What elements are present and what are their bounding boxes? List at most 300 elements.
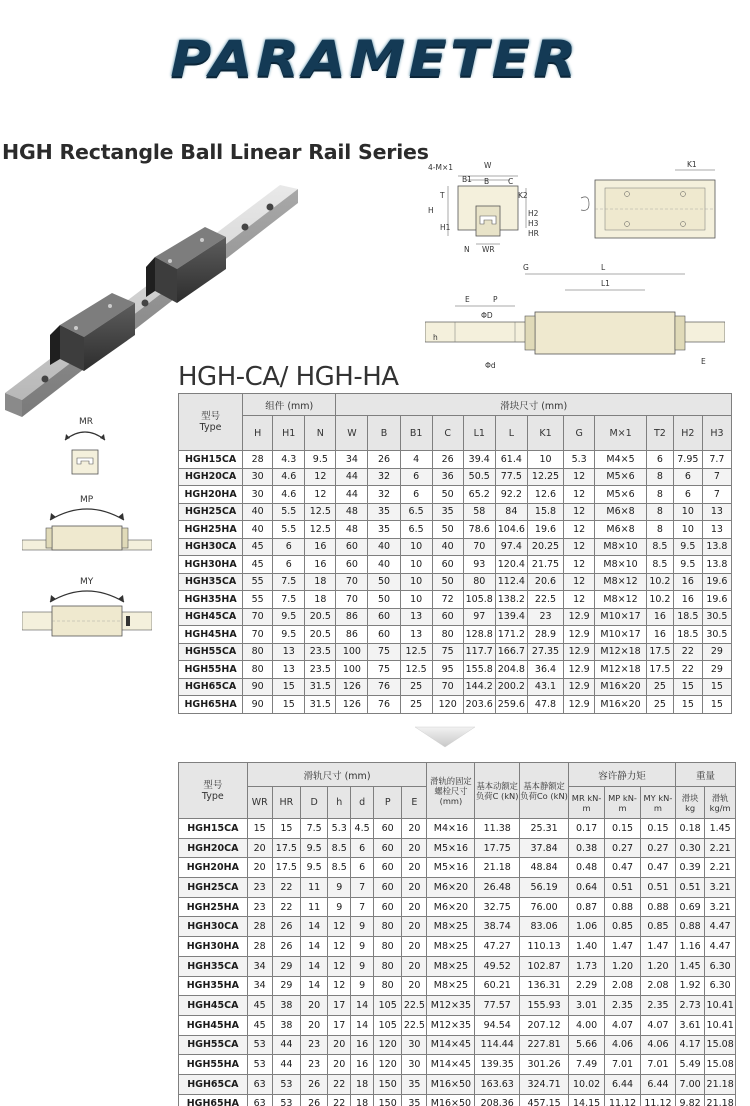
value-cell: 9 <box>328 878 351 898</box>
table-row <box>179 468 732 486</box>
model-type-cell: HGH30CA <box>179 917 248 937</box>
value-cell: 8.5 <box>328 858 351 878</box>
value-cell: 0.87 <box>569 897 605 917</box>
value-cell: 0.85 <box>605 917 641 937</box>
value-cell: 1.47 <box>641 937 676 957</box>
value-cell: 9.5 <box>673 556 702 574</box>
value-cell: 19.6 <box>527 521 563 539</box>
value-cell: 30.5 <box>702 608 731 626</box>
value-cell: 6 <box>273 556 305 574</box>
value-cell: 15 <box>702 678 731 696</box>
value-cell: 60 <box>432 556 463 574</box>
model-type-cell: HGH20HA <box>179 486 243 504</box>
model-type-cell: HGH65CA <box>179 678 243 696</box>
value-cell: 50 <box>368 573 400 591</box>
value-cell: 17 <box>328 1015 351 1035</box>
model-type-cell: HGH55CA <box>179 643 243 661</box>
value-cell: M6×20 <box>427 897 475 917</box>
moment-mr-label: MR <box>79 417 94 427</box>
value-cell: 1.06 <box>569 917 605 937</box>
value-cell: 22.5 <box>402 996 427 1016</box>
value-cell: 12.5 <box>305 503 336 521</box>
value-cell: 13 <box>702 503 731 521</box>
value-cell: 16 <box>351 1055 374 1075</box>
table-row <box>179 937 736 957</box>
value-cell: 120.4 <box>495 556 527 574</box>
value-cell: 0.27 <box>605 838 641 858</box>
value-cell: 15 <box>673 696 702 714</box>
value-cell: 20 <box>402 917 427 937</box>
value-cell: 23 <box>527 608 563 626</box>
value-cell: 20 <box>402 819 427 839</box>
value-cell: 20 <box>402 976 427 996</box>
value-cell: 76 <box>368 678 400 696</box>
value-cell: 14 <box>301 937 328 957</box>
dynamic-load-header: 基本动额定负荷C (kN) <box>475 763 520 819</box>
bolt-size-header: 滑轨的固定螺栓尺寸(mm) <box>427 763 475 819</box>
value-cell: 3.21 <box>705 897 736 917</box>
value-cell: 0.17 <box>569 819 605 839</box>
value-cell: 4.6 <box>273 486 305 504</box>
value-cell: 18 <box>305 591 336 609</box>
value-cell: 6 <box>646 451 673 469</box>
value-cell: 155.93 <box>520 996 569 1016</box>
value-cell: 7.01 <box>605 1055 641 1075</box>
model-type-cell: HGH65CA <box>179 1074 248 1094</box>
value-cell: 34 <box>336 451 368 469</box>
value-cell: 95 <box>432 661 463 679</box>
moment-my-label: MY <box>80 577 94 587</box>
value-cell: 102.87 <box>520 956 569 976</box>
column-header: D <box>301 787 328 819</box>
dim-label: K2 <box>518 191 528 200</box>
value-cell: 10.2 <box>646 573 673 591</box>
value-cell: 21.18 <box>705 1074 736 1094</box>
value-cell: 92.2 <box>495 486 527 504</box>
value-cell: 6.44 <box>641 1074 676 1094</box>
value-cell: 53 <box>272 1094 300 1106</box>
value-cell: 45 <box>243 556 273 574</box>
value-cell: 208.36 <box>475 1094 520 1106</box>
dim-label: H1 <box>440 223 451 232</box>
value-cell: 26 <box>368 451 400 469</box>
value-cell: 7 <box>702 486 731 504</box>
value-cell: M12×18 <box>595 643 647 661</box>
value-cell: 60 <box>374 819 402 839</box>
value-cell: 12 <box>328 976 351 996</box>
value-cell: 1.16 <box>675 937 704 957</box>
value-cell: 12 <box>564 468 595 486</box>
dim-label: WR <box>482 245 495 254</box>
value-cell: 35 <box>368 521 400 539</box>
value-cell: 70 <box>243 626 273 644</box>
value-cell: 32 <box>368 468 400 486</box>
value-cell: 120 <box>374 1055 402 1075</box>
model-type-cell: HGH65HA <box>179 696 243 714</box>
value-cell: 12 <box>564 521 595 539</box>
table-row <box>179 643 732 661</box>
value-cell: 22 <box>272 878 300 898</box>
component-group-header: 组件 (mm) <box>243 394 336 416</box>
value-cell: 128.8 <box>463 626 495 644</box>
value-cell: 80 <box>374 976 402 996</box>
column-header: MP kN-m <box>605 787 641 819</box>
value-cell: 31.5 <box>305 696 336 714</box>
value-cell: 15 <box>702 696 731 714</box>
value-cell: 12.5 <box>400 661 432 679</box>
value-cell: 0.69 <box>675 897 704 917</box>
value-cell: 28.9 <box>527 626 563 644</box>
value-cell: 0.30 <box>675 838 704 858</box>
value-cell: 2.35 <box>605 996 641 1016</box>
table-row <box>179 591 732 609</box>
model-type-cell: HGH30CA <box>179 538 243 556</box>
column-header: E <box>402 787 427 819</box>
value-cell: 20 <box>301 1015 328 1035</box>
moment-group-header: 容许静力矩 <box>569 763 676 787</box>
value-cell: 1.20 <box>641 956 676 976</box>
value-cell: 0.88 <box>641 897 676 917</box>
value-cell: 8 <box>646 468 673 486</box>
value-cell: 70 <box>463 538 495 556</box>
value-cell: 14 <box>301 917 328 937</box>
value-cell: 114.44 <box>475 1035 520 1055</box>
value-cell: 1.92 <box>675 976 704 996</box>
value-cell: 17.75 <box>475 838 520 858</box>
value-cell: 4.17 <box>675 1035 704 1055</box>
moment-mr-diagram <box>55 412 115 482</box>
value-cell: 45 <box>247 996 272 1016</box>
value-cell: 203.6 <box>463 696 495 714</box>
value-cell: 12.9 <box>564 661 595 679</box>
value-cell: 30 <box>402 1035 427 1055</box>
value-cell: 5.5 <box>273 521 305 539</box>
value-cell: M12×18 <box>595 661 647 679</box>
value-cell: 29 <box>702 661 731 679</box>
value-cell: 22.5 <box>527 591 563 609</box>
value-cell: 13 <box>273 661 305 679</box>
value-cell: 28 <box>247 917 272 937</box>
value-cell: 25 <box>400 696 432 714</box>
value-cell: 20 <box>402 937 427 957</box>
value-cell: 86 <box>336 608 368 626</box>
value-cell: 22 <box>272 897 300 917</box>
value-cell: 16 <box>646 608 673 626</box>
column-header: W <box>336 416 368 451</box>
table-row <box>179 878 736 898</box>
value-cell: 26 <box>301 1074 328 1094</box>
moment-mp-diagram <box>22 490 152 562</box>
column-header: H3 <box>702 416 731 451</box>
value-cell: 80 <box>243 643 273 661</box>
value-cell: 23.5 <box>305 643 336 661</box>
value-cell: 40 <box>368 556 400 574</box>
value-cell: 48 <box>336 521 368 539</box>
value-cell: 10.41 <box>705 996 736 1016</box>
value-cell: 36.4 <box>527 661 563 679</box>
value-cell: 4.06 <box>605 1035 641 1055</box>
value-cell: 26 <box>272 937 300 957</box>
value-cell: 139.35 <box>475 1055 520 1075</box>
value-cell: 63 <box>247 1094 272 1106</box>
dim-label: H3 <box>528 219 539 228</box>
column-header: N <box>305 416 336 451</box>
value-cell: 8.5 <box>328 838 351 858</box>
dim-label: Φd <box>485 361 496 370</box>
value-cell: 139.4 <box>495 608 527 626</box>
value-cell: 14 <box>301 976 328 996</box>
dim-label: B <box>484 177 490 186</box>
value-cell: 2.21 <box>705 858 736 878</box>
value-cell: 105.8 <box>463 591 495 609</box>
value-cell: 44 <box>336 468 368 486</box>
value-cell: 97 <box>463 608 495 626</box>
value-cell: 9 <box>328 897 351 917</box>
value-cell: M14×45 <box>427 1055 475 1075</box>
value-cell: 6 <box>400 468 432 486</box>
value-cell: 15.08 <box>705 1055 736 1075</box>
value-cell: 45 <box>247 1015 272 1035</box>
value-cell: M6×20 <box>427 878 475 898</box>
table-row <box>179 1094 736 1106</box>
value-cell: 20 <box>402 858 427 878</box>
value-cell: 21.18 <box>705 1094 736 1106</box>
value-cell: 25 <box>646 696 673 714</box>
value-cell: 6.44 <box>605 1074 641 1094</box>
value-cell: 75 <box>368 643 400 661</box>
moment-mp-label: MP <box>80 495 94 505</box>
value-cell: 2.08 <box>605 976 641 996</box>
column-header: M×1 <box>595 416 647 451</box>
value-cell: 28 <box>243 451 273 469</box>
down-arrow-icon <box>415 725 475 749</box>
value-cell: 58 <box>463 503 495 521</box>
value-cell: 75 <box>368 661 400 679</box>
value-cell: 9 <box>351 976 374 996</box>
value-cell: 29 <box>272 956 300 976</box>
model-type-cell: HGH45CA <box>179 996 248 1016</box>
page-banner-title: PARAMETER <box>170 30 580 88</box>
column-header: d <box>351 787 374 819</box>
value-cell: 6 <box>673 468 702 486</box>
value-cell: 78.6 <box>463 521 495 539</box>
value-cell: 50 <box>432 573 463 591</box>
value-cell: M5×16 <box>427 858 475 878</box>
dim-label: G <box>523 263 529 272</box>
value-cell: 20 <box>402 878 427 898</box>
rail-load-table <box>178 762 736 1106</box>
value-cell: 2.73 <box>675 996 704 1016</box>
value-cell: 22 <box>673 643 702 661</box>
value-cell: 100 <box>336 643 368 661</box>
value-cell: 2.29 <box>569 976 605 996</box>
model-type-cell: HGH30HA <box>179 937 248 957</box>
model-type-cell: HGH55HA <box>179 1055 248 1075</box>
model-type-cell: HGH55HA <box>179 661 243 679</box>
value-cell: 61.4 <box>495 451 527 469</box>
value-cell: 60 <box>374 897 402 917</box>
table-row <box>179 451 732 469</box>
model-type-cell: HGH20CA <box>179 838 248 858</box>
value-cell: 60 <box>368 626 400 644</box>
value-cell: 7 <box>351 897 374 917</box>
dim-label: h <box>433 333 438 342</box>
value-cell: 0.51 <box>605 878 641 898</box>
value-cell: M4×16 <box>427 819 475 839</box>
column-header: H <box>243 416 273 451</box>
value-cell: 84 <box>495 503 527 521</box>
dim-label: E <box>465 295 470 304</box>
value-cell: 171.2 <box>495 626 527 644</box>
value-cell: M16×20 <box>595 696 647 714</box>
value-cell: 20 <box>402 956 427 976</box>
value-cell: 80 <box>374 956 402 976</box>
value-cell: 37.84 <box>520 838 569 858</box>
value-cell: 16 <box>305 556 336 574</box>
top-view-drawing <box>575 158 725 248</box>
value-cell: 20.5 <box>305 626 336 644</box>
table-row <box>179 1015 736 1035</box>
value-cell: 18.5 <box>673 626 702 644</box>
value-cell: 4.07 <box>641 1015 676 1035</box>
value-cell: 1.45 <box>675 956 704 976</box>
value-cell: 10 <box>527 451 563 469</box>
value-cell: 16 <box>646 626 673 644</box>
value-cell: 12.9 <box>564 626 595 644</box>
value-cell: 26.48 <box>475 878 520 898</box>
value-cell: 20.25 <box>527 538 563 556</box>
dim-label: W <box>484 161 492 170</box>
value-cell: M4×5 <box>595 451 647 469</box>
value-cell: 20 <box>402 897 427 917</box>
dim-label: L1 <box>601 279 610 288</box>
value-cell: 150 <box>374 1074 402 1094</box>
value-cell: 17.5 <box>272 838 300 858</box>
value-cell: 16 <box>305 538 336 556</box>
model-type-cell: HGH35CA <box>179 573 243 591</box>
model-type-cell: HGH15CA <box>179 819 248 839</box>
value-cell: 0.51 <box>675 878 704 898</box>
table-row <box>179 1055 736 1075</box>
value-cell: 80 <box>374 917 402 937</box>
block-group-header: 滑块尺寸 (mm) <box>336 394 732 416</box>
side-view-drawing <box>425 262 725 372</box>
value-cell: 20 <box>247 838 272 858</box>
value-cell: 18 <box>351 1094 374 1106</box>
value-cell: 35 <box>432 503 463 521</box>
value-cell: 0.51 <box>641 878 676 898</box>
column-header: K1 <box>527 416 563 451</box>
model-type-cell: HGH15CA <box>179 451 243 469</box>
value-cell: 76.00 <box>520 897 569 917</box>
value-cell: 301.26 <box>520 1055 569 1075</box>
value-cell: 12 <box>564 538 595 556</box>
column-header: P <box>374 787 402 819</box>
value-cell: 70 <box>432 678 463 696</box>
value-cell: 11.38 <box>475 819 520 839</box>
value-cell: 4 <box>400 451 432 469</box>
value-cell: 110.13 <box>520 937 569 957</box>
value-cell: 36 <box>432 468 463 486</box>
dim-label: E <box>701 357 706 366</box>
model-type-cell: HGH35HA <box>179 591 243 609</box>
value-cell: 28 <box>247 937 272 957</box>
value-cell: 80 <box>432 626 463 644</box>
front-view-drawing <box>418 158 568 258</box>
value-cell: 53 <box>272 1074 300 1094</box>
dim-label: B1 <box>462 175 472 184</box>
value-cell: 10 <box>673 503 702 521</box>
value-cell: 0.85 <box>641 917 676 937</box>
value-cell: 0.15 <box>641 819 676 839</box>
value-cell: 15 <box>273 696 305 714</box>
table-row <box>179 538 732 556</box>
value-cell: 50.5 <box>463 468 495 486</box>
table-row <box>179 696 732 714</box>
value-cell: 30 <box>402 1055 427 1075</box>
value-cell: 23.5 <box>305 661 336 679</box>
value-cell: 136.31 <box>520 976 569 996</box>
value-cell: 32 <box>368 486 400 504</box>
value-cell: 20 <box>247 858 272 878</box>
value-cell: 12 <box>564 556 595 574</box>
value-cell: 14 <box>351 1015 374 1035</box>
table-row <box>179 678 732 696</box>
value-cell: 55 <box>243 573 273 591</box>
value-cell: M14×45 <box>427 1035 475 1055</box>
value-cell: 4.3 <box>273 451 305 469</box>
value-cell: 117.7 <box>463 643 495 661</box>
dim-label: H <box>428 206 434 215</box>
dim-label: K1 <box>687 160 697 169</box>
value-cell: M10×17 <box>595 608 647 626</box>
value-cell: 8 <box>646 521 673 539</box>
value-cell: 12.9 <box>564 608 595 626</box>
value-cell: 70 <box>336 573 368 591</box>
model-type-cell: HGH45HA <box>179 626 243 644</box>
series-title: HGH Rectangle Ball Linear Rail Series <box>2 140 429 164</box>
value-cell: 26 <box>301 1094 328 1106</box>
table-row <box>179 608 732 626</box>
value-cell: 120 <box>432 696 463 714</box>
dim-label: T <box>440 191 445 200</box>
value-cell: 90 <box>243 678 273 696</box>
value-cell: M8×10 <box>595 538 647 556</box>
value-cell: 4.06 <box>641 1035 676 1055</box>
value-cell: 12 <box>328 917 351 937</box>
value-cell: 12.5 <box>305 521 336 539</box>
value-cell: 16 <box>673 591 702 609</box>
table-row <box>179 486 732 504</box>
block-dimension-table <box>178 393 732 714</box>
table-row <box>179 573 732 591</box>
value-cell: 227.81 <box>520 1035 569 1055</box>
value-cell: 23 <box>301 1035 328 1055</box>
value-cell: 20 <box>301 996 328 1016</box>
value-cell: 11 <box>301 878 328 898</box>
table-row <box>179 521 732 539</box>
column-header: H2 <box>673 416 702 451</box>
model-type-cell: HGH25CA <box>179 503 243 521</box>
value-cell: 13 <box>702 521 731 539</box>
value-cell: M5×6 <box>595 468 647 486</box>
value-cell: 100 <box>336 661 368 679</box>
value-cell: 7.95 <box>673 451 702 469</box>
table-row <box>179 1074 736 1094</box>
value-cell: 120 <box>374 1035 402 1055</box>
value-cell: 20 <box>328 1035 351 1055</box>
value-cell: 35 <box>402 1074 427 1094</box>
